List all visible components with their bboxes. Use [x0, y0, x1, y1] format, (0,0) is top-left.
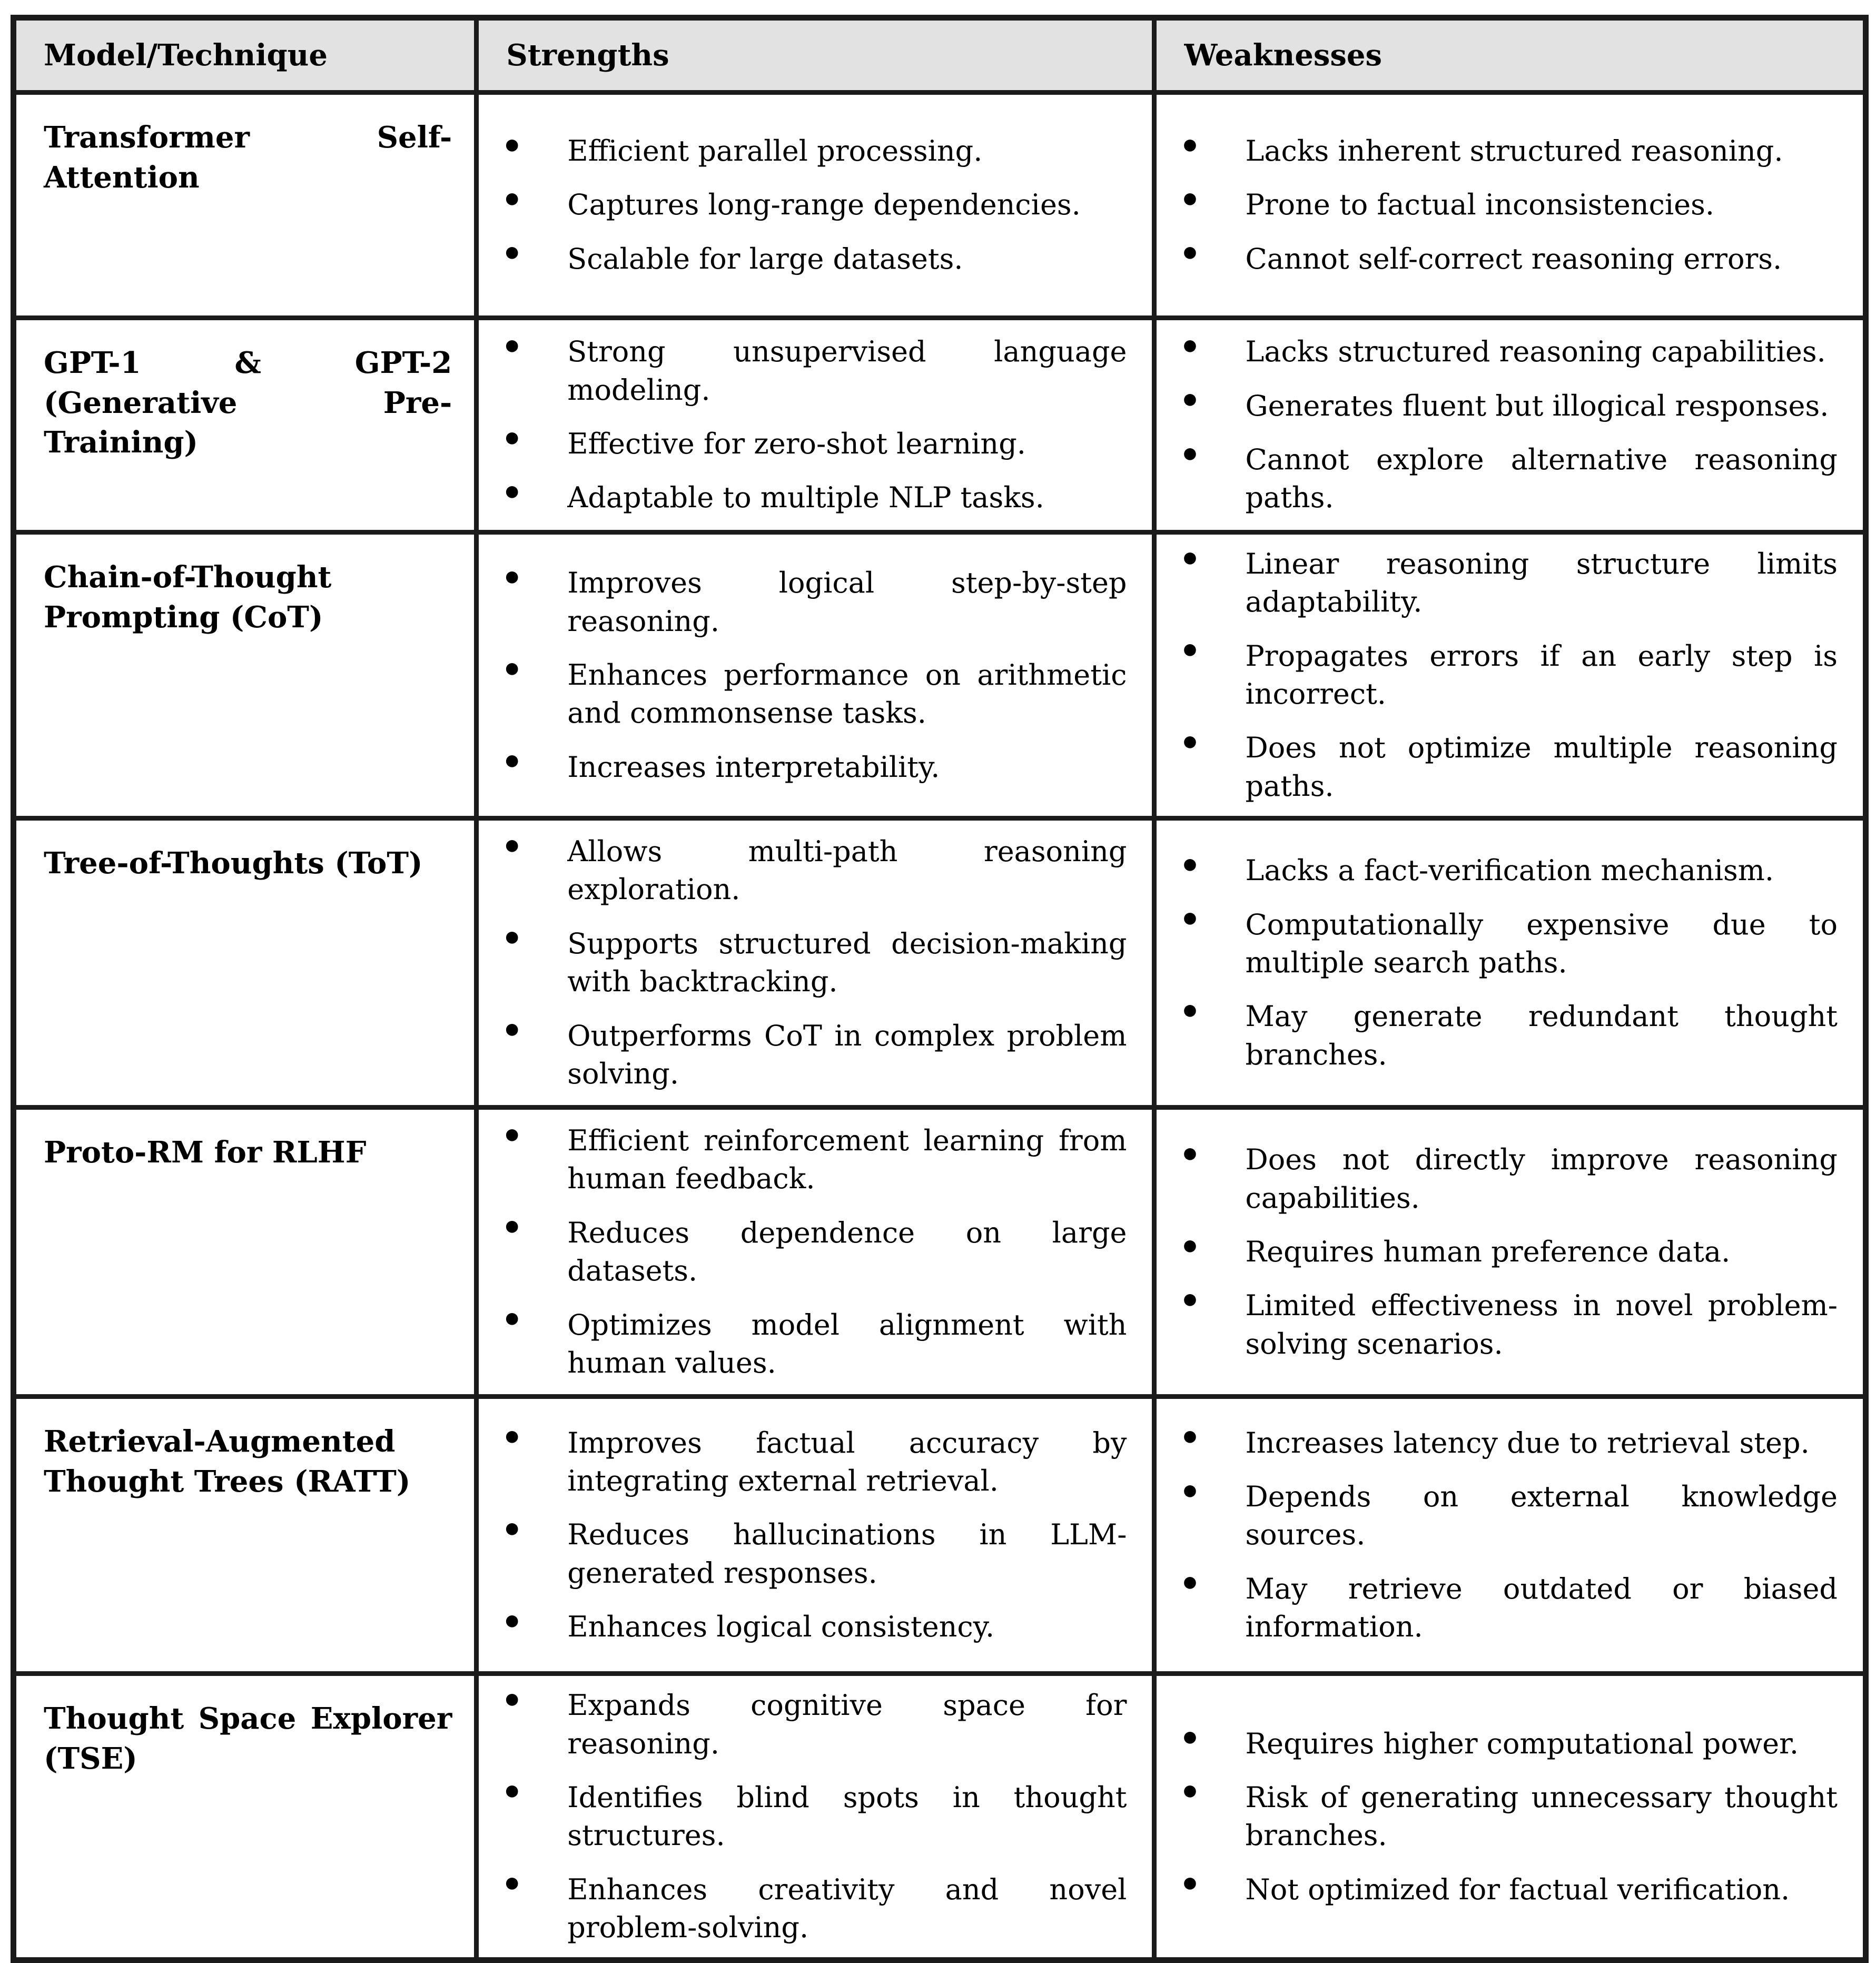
- model-name: Retrieval-Augmented Thought Trees (RATT): [44, 1424, 411, 1499]
- strengths-cell: [477, 93, 1154, 318]
- model-name: Chain-of-Thought Prompting (CoT): [44, 560, 332, 635]
- strength-item: ● Adaptable to multiple NLP tasks.: [567, 479, 1127, 517]
- strength-item: ● Efficient parallel processing.: [567, 132, 1127, 170]
- weaknesses-list: [1245, 132, 1838, 278]
- weakness-item: ● Lacks structured reasoning capabilities.: [1245, 333, 1838, 371]
- strengths-list: [567, 1424, 1127, 1646]
- weaknesses-list: [1245, 1725, 1838, 1909]
- table-body: [14, 93, 1866, 1960]
- weakness-item: ● Linear reasoning structure limits adaptability.: [1245, 545, 1838, 622]
- weaknesses-list: [1245, 545, 1838, 805]
- strength-item: ● Reduces hallucinations in LLM-generated responses.: [567, 1516, 1127, 1592]
- model-technique-cell: [14, 1108, 477, 1397]
- strength-item: ● Captures long-range dependencies.: [567, 186, 1127, 224]
- weakness-item: ● Requires higher computational power.: [1245, 1725, 1838, 1763]
- strength-item: ● Supports structured decision-making with backtracking.: [567, 925, 1127, 1001]
- strengths-cell: [477, 532, 1154, 818]
- strengths-cell: [477, 1397, 1154, 1674]
- weakness-item: ● Generates fluent but illogical responses.: [1245, 387, 1838, 425]
- strength-item: ● Outperforms CoT in complex problem solving.: [567, 1017, 1127, 1093]
- model-technique-cell: [14, 1397, 477, 1674]
- weaknesses-list: [1245, 1424, 1838, 1646]
- table-header: [14, 18, 1866, 93]
- weakness-item: ● Computationally expensive due to multiple search paths.: [1245, 906, 1838, 982]
- strength-item: ● Improves factual accuracy by integrating external retrieval.: [567, 1424, 1127, 1501]
- weakness-item: ● May retrieve outdated or biased information.: [1245, 1570, 1838, 1646]
- weaknesses-cell: [1154, 318, 1866, 532]
- strengths-list: [567, 1686, 1127, 1947]
- table-row: [14, 532, 1866, 818]
- header-row: [14, 18, 1866, 93]
- strength-item: ● Effective for zero-shot learning.: [567, 425, 1127, 463]
- weakness-item: ● Increases latency due to retrieval step.: [1245, 1424, 1838, 1462]
- table-row: [14, 93, 1866, 318]
- strengths-list: [567, 1122, 1127, 1382]
- weakness-item: ● Requires human preference data.: [1245, 1233, 1838, 1271]
- weakness-item: ● Does not directly improve reasoning capabilities.: [1245, 1141, 1838, 1217]
- header-strengths: Strengths: [477, 18, 1154, 93]
- strengths-list: [567, 833, 1127, 1093]
- strength-item: ● Optimizes model alignment with human values.: [567, 1306, 1127, 1383]
- weakness-item: ● Lacks inherent structured reasoning.: [1245, 132, 1838, 170]
- weakness-item: ● Not optimized for factual verification.: [1245, 1871, 1838, 1909]
- weaknesses-cell: [1154, 818, 1866, 1108]
- strength-item: ● Identifies blind spots in thought structures.: [567, 1779, 1127, 1855]
- strength-item: ● Allows multi-path reasoning exploration.: [567, 833, 1127, 909]
- weakness-item: ● Limited effectiveness in novel problem-solving scenarios.: [1245, 1287, 1838, 1363]
- strengths-cell: [477, 1674, 1154, 1960]
- header-weaknesses: Weaknesses: [1154, 18, 1866, 93]
- weakness-item: ● Prone to factual inconsistencies.: [1245, 186, 1838, 224]
- model-technique-cell: [14, 532, 477, 818]
- model-technique-cell: [14, 818, 477, 1108]
- weakness-item: ● Depends on external knowledge sources.: [1245, 1478, 1838, 1554]
- weaknesses-cell: [1154, 1397, 1866, 1674]
- comparison-table: [11, 15, 1869, 1963]
- weaknesses-list: [1245, 333, 1838, 517]
- strengths-list: [567, 333, 1127, 517]
- strengths-cell: [477, 318, 1154, 532]
- strengths-list: [567, 564, 1127, 786]
- strengths-cell: [477, 818, 1154, 1108]
- table-row: [14, 1397, 1866, 1674]
- weaknesses-cell: [1154, 1674, 1866, 1960]
- strength-item: ● Efficient reinforcement learning from human feedback.: [567, 1122, 1127, 1198]
- model-name: Thought Space Explorer (TSE): [44, 1701, 452, 1776]
- weakness-item: ● Lacks a fact-verification mechanism.: [1245, 852, 1838, 890]
- strength-item: ● Reduces dependence on large datasets.: [567, 1214, 1127, 1290]
- model-name: Proto-RM for RLHF: [44, 1135, 367, 1170]
- strength-item: ● Enhances creativity and novel problem-solving.: [567, 1871, 1127, 1947]
- weakness-item: ● Risk of generating unnecessary thought branches.: [1245, 1779, 1838, 1855]
- weakness-item: ● Cannot explore alternative reasoning paths.: [1245, 441, 1838, 517]
- model-name: Transformer Self-Attention: [44, 120, 452, 195]
- weaknesses-list: [1245, 852, 1838, 1074]
- strength-item: ● Increases interpretability.: [567, 748, 1127, 786]
- weaknesses-list: [1245, 1141, 1838, 1363]
- weakness-item: ● Cannot self-correct reasoning errors.: [1245, 240, 1838, 278]
- weaknesses-cell: [1154, 1108, 1866, 1397]
- model-name: Tree-of-Thoughts (ToT): [44, 846, 423, 881]
- strength-item: ● Strong unsupervised language modeling.: [567, 333, 1127, 409]
- strength-item: ● Scalable for large datasets.: [567, 240, 1127, 278]
- table-row: [14, 1108, 1866, 1397]
- strength-item: ● Enhances logical consistency.: [567, 1608, 1127, 1646]
- table-row: [14, 818, 1866, 1108]
- strengths-cell: [477, 1108, 1154, 1397]
- strengths-list: [567, 132, 1127, 278]
- weakness-item: ● Does not optimize multiple reasoning paths.: [1245, 729, 1838, 805]
- model-name: GPT-1 & GPT-2 (Generative Pre-Training): [44, 346, 452, 460]
- weakness-item: ● Propagates errors if an early step is incorrect.: [1245, 637, 1838, 714]
- model-technique-cell: [14, 93, 477, 318]
- model-technique-cell: [14, 318, 477, 532]
- table-row: [14, 1674, 1866, 1960]
- model-technique-cell: [14, 1674, 477, 1960]
- strength-item: ● Expands cognitive space for reasoning.: [567, 1686, 1127, 1763]
- strength-item: ● Enhances performance on arithmetic and commonsense tasks.: [567, 656, 1127, 733]
- weaknesses-cell: [1154, 532, 1866, 818]
- table-row: [14, 318, 1866, 532]
- weakness-item: ● May generate redundant thought branches.: [1245, 998, 1838, 1074]
- header-model-technique: Model/Technique: [14, 18, 477, 93]
- strength-item: ● Improves logical step-by-step reasoning.: [567, 564, 1127, 640]
- weaknesses-cell: [1154, 93, 1866, 318]
